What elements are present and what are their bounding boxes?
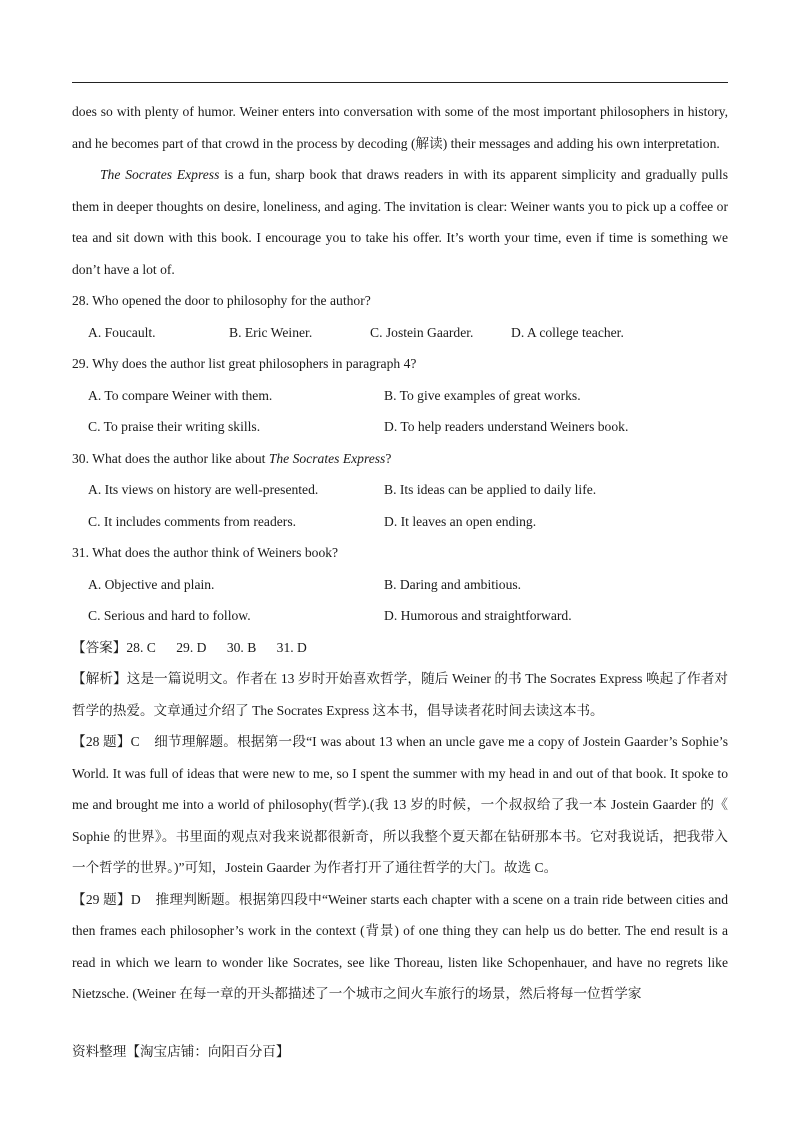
option-a: A. Objective and plain.	[88, 576, 215, 592]
passage-paragraph-review	[72, 159, 728, 285]
stem-text: 30. What does the author like about	[72, 450, 269, 466]
analysis-label: 【解析】	[72, 671, 127, 686]
solution-29-text: D 推理判断题。根据第四段中“Weiner starts each chapter with a scene on a train ride between cities and then frames each philosopher’s work in the context (背景) of one thing they can help us do better. The end result is a read in which we learn to wonder like Socrates, see like Thoreau, listen like Schopenhauer, and have no regrets like Nietzsche. (Weiner 在每一章的开头都描述了一个城市之间火车旅行的场景，然后将每一位哲学家	[72, 891, 732, 1001]
analysis-block	[72, 663, 728, 726]
option-c: C. To praise their writing skills.	[88, 419, 261, 434]
option-d: D. It leaves an open ending.	[384, 513, 537, 529]
header-rule	[72, 82, 728, 83]
solution-29-label: 【29 题】	[72, 891, 131, 907]
question-30-options-row2	[72, 506, 728, 538]
option-b: B. Daring and ambitious.	[384, 576, 522, 592]
option-d: D. Humorous and straightforward.	[384, 608, 572, 623]
question-29-stem: 29. Why does the author list great philosophers in paragraph 4?	[72, 356, 417, 371]
option-b: B. Eric Weiner.	[229, 324, 313, 340]
option-c: C. It includes comments from readers.	[88, 513, 297, 529]
solution-29	[72, 884, 732, 1010]
question-30-options-row1	[72, 474, 728, 506]
passage-paragraph-continued: does so with plenty of humor. Weiner enters into conversation with some of the most important philosophers in history, and he becomes part of that crowd in the process by decoding (解读) their messages and adding his own interpretation.	[72, 104, 728, 151]
option-b: B. Its ideas can be applied to daily life.	[384, 482, 597, 497]
page-footer: 资料整理【淘宝店铺：向阳百分百】	[72, 1044, 290, 1059]
option-a: A. Foucault.	[88, 324, 156, 340]
book-title: The Socrates Express	[100, 167, 220, 182]
option-b: B. To give examples of great works.	[384, 387, 581, 403]
question-31-stem: 31. What does the author think of Weiners book?	[72, 545, 339, 560]
option-c: C. Jostein Gaarder.	[370, 324, 474, 340]
paragraph-text: is a fun, sharp book that draws readers in with its apparent simplicity and gradually pulls them in deeper thoughts on desire, loneliness, and aging. The invitation is clear: Weiner wants you to pick up a coffee or tea and sit down with this book. I encourage you to take his offer. It’s worth your time, even if time is something we don’t have a lot of.	[72, 167, 728, 277]
stem-end: ?	[385, 450, 392, 466]
book-title: The Socrates Express	[268, 450, 386, 466]
question-31-options-row1	[72, 569, 728, 601]
option-a: A. To compare Weiner with them.	[88, 387, 273, 403]
option-a: A. Its views on history are well-presented.	[88, 482, 319, 497]
answer-values: 28. C 29. D 30. B 31. D	[126, 639, 307, 655]
question-29-options-row2	[72, 411, 728, 443]
question-28-options	[72, 317, 728, 349]
solution-28-text: C 细节理解题。根据第一段“I was about 13 when an uncle gave me a copy of Jostein Gaarder’s Sophie’s World. It was full of ideas that were new to me, so I spent the summer with my head in and out of that book. It spoke to me and brought me into a world of philosophy(哲学).(我 13 岁的时候，一个叔叔给了我一本 Jostein Gaarder 的《 Sophie 的世界》。书里面的观点对我来说都很新奇，所以我整个夏天都在钻研那本书。它对我说话，把我带入一个哲学的世界。)”可知，Jostein Gaarder 为作者打开了通往哲学的大门。故选 C。	[72, 734, 732, 875]
question-31-options-row2	[72, 600, 728, 632]
analysis-text: 这是一篇说明文。作者在 13 岁时开始喜欢哲学，随后 Weiner 的书 The Socrates Express 唤起了作者对哲学的热爱。文章通过介绍了 The Socrates Express 这本书，倡导读者花时间去读这本书。	[72, 671, 729, 718]
question-30-stem	[72, 443, 728, 475]
solution-28	[72, 726, 732, 884]
page-content	[72, 96, 732, 1010]
option-d: D. A college teacher.	[511, 324, 624, 340]
answer-key	[72, 632, 728, 664]
solution-28-label: 【28 题】	[72, 734, 131, 749]
option-c: C. Serious and hard to follow.	[88, 608, 251, 623]
option-d: D. To help readers understand Weiners book.	[384, 419, 629, 434]
question-28-stem: 28. Who opened the door to philosophy for the author?	[72, 293, 371, 308]
question-29-options-row1	[72, 380, 728, 412]
answer-label: 【答案】	[72, 639, 127, 655]
